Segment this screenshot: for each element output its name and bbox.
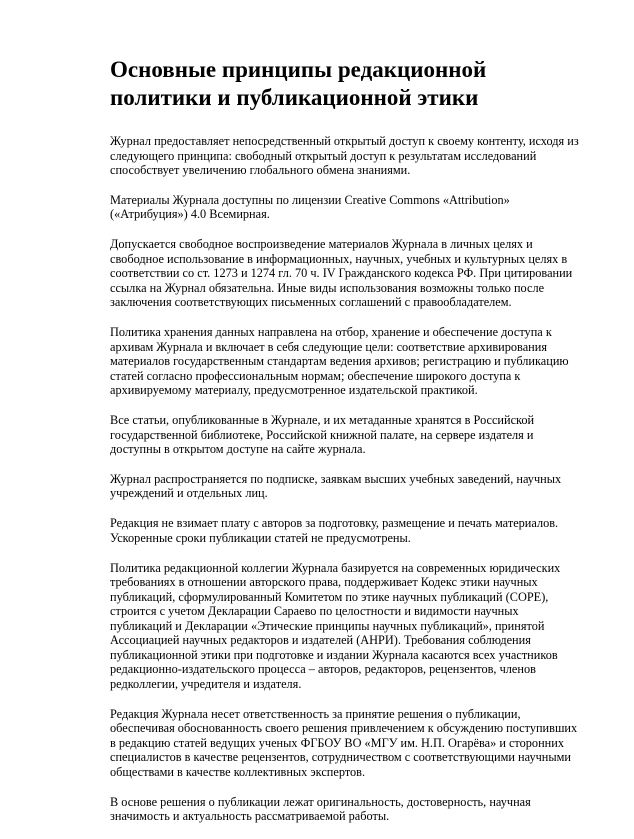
paragraph-open-access: Журнал предоставляет непосредственный открытый доступ к своему контенту, исходя из следующего принципа: свободный открытый доступ к результатам исследований способствует увеличению глобального обмена знаниями.: [110, 134, 579, 177]
page-title: Основные принципы редакционной политики и публикационной этики: [110, 57, 487, 110]
document-page: [110, 56, 580, 839]
paragraph-editorial-responsibility: Редакция Журнала несет ответственность за принятие решения о публикации, обеспечивая обоснованность своего решения привлечением к обсуждению поступивших в редакцию статей ведущих ученых ФГБОУ ВО «МГУ им. Н.П. Огарёва» и сторонних специалистов в качестве рецензентов, сотрудничеством с соответствующими научными обществами в качестве коллективных экспертов.: [110, 706, 578, 779]
paragraph-data-storage: Политика хранения данных направлена на отбор, хранение и обеспечение доступа к архивам Журнала и включает в себя следующие цели: соответствие архивирования материалов государственным стандартам ведения архивов; регистрацию и публикацию статей согласно профессиональным нормам; обеспечение широкого доступа к архивируемому материалу, предусмотренное издательской практикой.: [110, 325, 569, 398]
paragraph-distribution: Журнал распространяется по подписке, заявкам высших учебных заведений, научных учреждений и отдельных лиц.: [110, 471, 562, 501]
paragraph-archiving: Все статьи, опубликованные в Журнале, и их метаданные хранятся в Российской государственной библиотеке, Российской книжной палате, на сервере издателя и доступны в открытом доступе на сайте журнала.: [110, 413, 535, 457]
paragraph-no-fees: Редакция не взимает плату с авторов за подготовку, размещение и печать материалов. Ускоренные сроки публикации статей не предусмотрены.: [110, 516, 559, 545]
paragraph-license: Материалы Журнала доступны по лицензии Creative Commons «Attribution» («Атрибуция») 4.0 Всемирная.: [110, 192, 510, 222]
paragraph-ethics-policy: Политика редакционной коллегии Журнала базируется на современных юридических требованиях в отношении авторского права, поддерживает Кодекс этики научных публикаций, сформулированный Комитетом по этике научных публикаций (COPE), строится с учетом Декларации Сараево по целостности и видимости научных публикаций и Декларации «Этические принципы научных публикаций», принятой Ассоциацией научных редакторов и издателей (АНРИ). Требования соблюдения публикационной этики при подготовке и издании Журнала касаются всех участников редакционно-издательского процесса – авторов, редакторов, рецензентов, членов редколлегии, учредителя и издателя.: [110, 560, 561, 691]
paragraph-reproduction: Допускается свободное воспроизведение материалов Журнала в личных целях и свободное использование в информационных, научных, учебных и культурных целях в соответствии со ст. 1273 и 1274 гл. 70 ч. IV Гражданского кодекса РФ. При цитировании ссылка на Журнал обязательна. Иные виды использования возможны только после заключения соответствующих письменных соглашений с правообладателем.: [110, 237, 573, 310]
paragraph-decision-basis: В основе решения о публикации лежат оригинальность, достоверность, научная значимость и актуальность рассматриваемой работы.: [110, 794, 531, 824]
